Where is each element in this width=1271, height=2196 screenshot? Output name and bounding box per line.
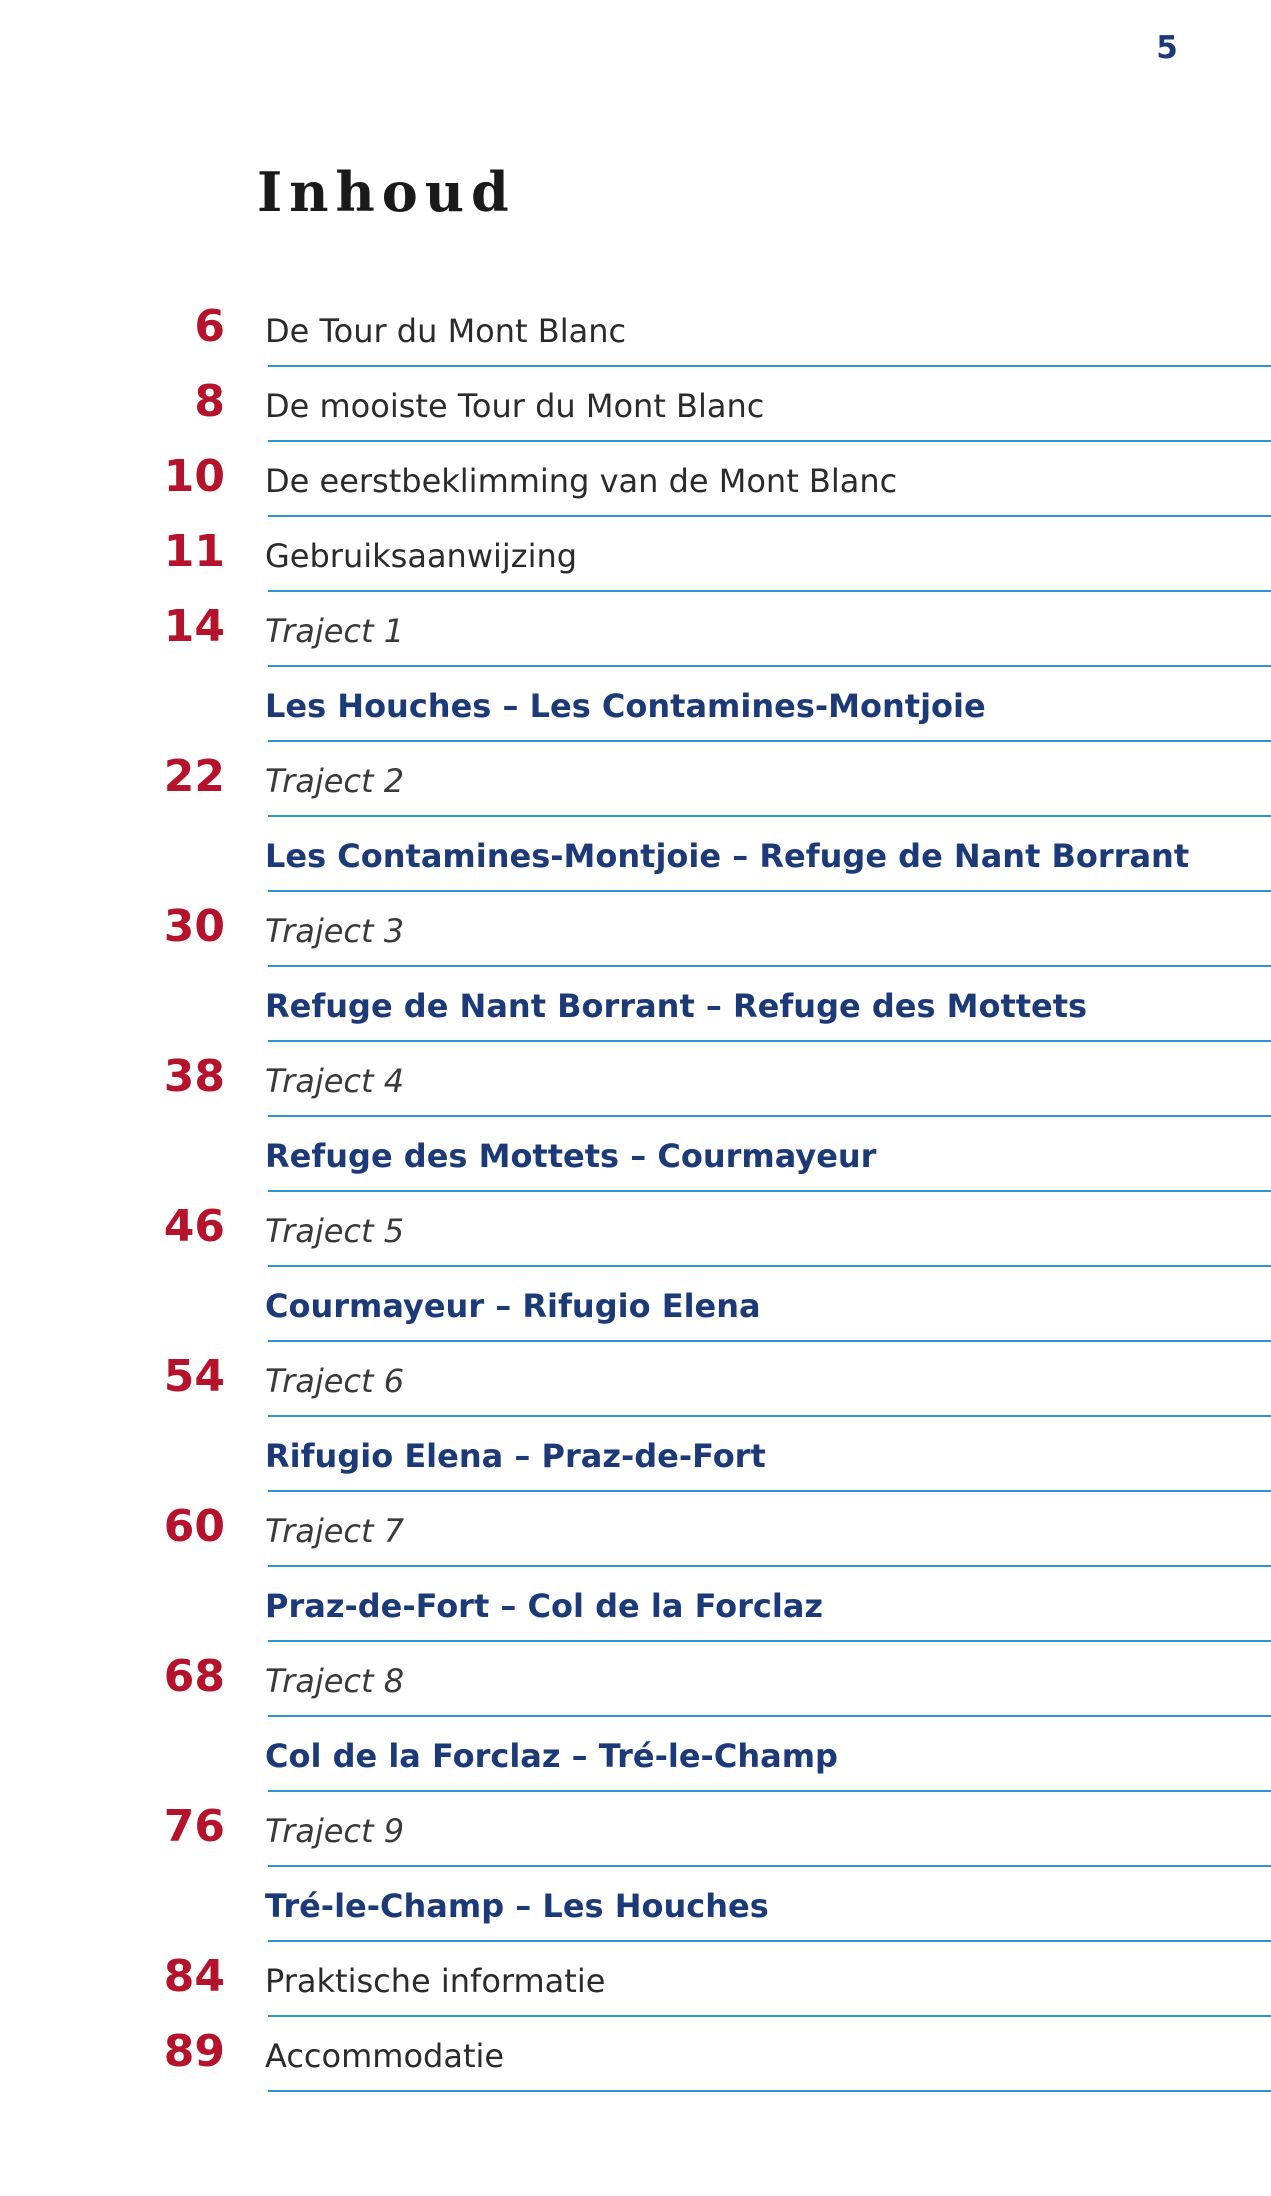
- toc-traject-label: Traject 3: [265, 912, 405, 950]
- toc-page-number: 11: [163, 526, 225, 577]
- toc-traject-label: Traject 8: [265, 1662, 405, 1700]
- toc-entry[interactable]: [0, 1117, 1271, 1192]
- toc-route-title: Tré-le-Champ – Les Houches: [265, 1887, 769, 1925]
- toc-entry[interactable]: [0, 742, 1271, 817]
- toc-route-title: Les Houches – Les Contamines-Montjoie: [265, 687, 986, 725]
- toc-divider: [268, 2090, 1271, 2092]
- toc-page-number: 68: [163, 1651, 225, 1702]
- toc-entry[interactable]: [0, 1867, 1271, 1942]
- toc-entry[interactable]: [0, 1417, 1271, 1492]
- toc-page-number: 54: [163, 1351, 225, 1402]
- toc-entry[interactable]: [0, 1192, 1271, 1267]
- toc-entry[interactable]: [0, 892, 1271, 967]
- toc-page-number: 60: [163, 1501, 225, 1552]
- toc-section-title: De mooiste Tour du Mont Blanc: [265, 387, 765, 425]
- toc-section-title: Gebruiksaanwijzing: [265, 537, 578, 575]
- toc-traject-label: Traject 7: [265, 1512, 405, 1550]
- toc-entry[interactable]: [0, 1042, 1271, 1117]
- toc-entry[interactable]: [0, 442, 1271, 517]
- toc-entry[interactable]: [0, 592, 1271, 667]
- toc-traject-label: Traject 1: [265, 612, 405, 650]
- toc-entry[interactable]: [0, 1717, 1271, 1792]
- toc-traject-label: Traject 6: [265, 1362, 405, 1400]
- page-number: 5: [1156, 30, 1178, 66]
- toc-page-number: 46: [163, 1201, 225, 1252]
- toc-entry[interactable]: [0, 1567, 1271, 1642]
- toc-page-number: 14: [163, 601, 225, 652]
- toc-traject-label: Traject 2: [265, 762, 405, 800]
- page-title: Inhoud: [257, 160, 516, 224]
- toc-entry[interactable]: [0, 817, 1271, 892]
- toc-route-title: Refuge de Nant Borrant – Refuge des Mottets: [265, 987, 1088, 1025]
- toc-traject-label: Traject 5: [265, 1212, 405, 1250]
- toc-entry[interactable]: [0, 2017, 1271, 2092]
- toc-entry[interactable]: [0, 292, 1271, 367]
- toc-traject-label: Traject 4: [265, 1062, 405, 1100]
- toc-page-number: 84: [163, 1951, 225, 2002]
- toc-entry[interactable]: [0, 667, 1271, 742]
- toc-section-title: Accommodatie: [265, 2037, 505, 2075]
- toc-page-number: 6: [194, 301, 225, 352]
- toc-entry[interactable]: [0, 1267, 1271, 1342]
- toc-page-number: 10: [163, 451, 225, 502]
- toc-traject-label: Traject 9: [265, 1812, 405, 1850]
- toc-route-title: Col de la Forclaz – Tré-le-Champ: [265, 1737, 838, 1775]
- toc-page-number: 22: [163, 751, 225, 802]
- toc-page-number: 76: [163, 1801, 225, 1852]
- toc-page-number: 89: [163, 2026, 225, 2077]
- toc-section-title: Praktische informatie: [265, 1962, 606, 2000]
- toc-entry[interactable]: [0, 1942, 1271, 2017]
- toc-route-title: Les Contamines-Montjoie – Refuge de Nant Borrant: [265, 837, 1190, 875]
- toc-section-title: De eerstbeklimming van de Mont Blanc: [265, 462, 898, 500]
- toc-page-number: 8: [194, 376, 225, 427]
- toc-route-title: Courmayeur – Rifugio Elena: [265, 1287, 761, 1325]
- toc-entry[interactable]: [0, 1492, 1271, 1567]
- toc-page-number: 38: [163, 1051, 225, 1102]
- toc-route-title: Praz-de-Fort – Col de la Forclaz: [265, 1587, 824, 1625]
- toc-section-title: De Tour du Mont Blanc: [265, 312, 627, 350]
- toc-entry[interactable]: [0, 1342, 1271, 1417]
- toc-entry[interactable]: [0, 1792, 1271, 1867]
- toc-route-title: Rifugio Elena – Praz-de-Fort: [265, 1437, 766, 1475]
- toc-entry[interactable]: [0, 1642, 1271, 1717]
- toc-page-number: 30: [163, 901, 225, 952]
- toc-entry[interactable]: [0, 367, 1271, 442]
- table-of-contents: [0, 292, 1271, 2092]
- toc-entry[interactable]: [0, 967, 1271, 1042]
- toc-route-title: Refuge des Mottets – Courmayeur: [265, 1137, 877, 1175]
- toc-entry[interactable]: [0, 517, 1271, 592]
